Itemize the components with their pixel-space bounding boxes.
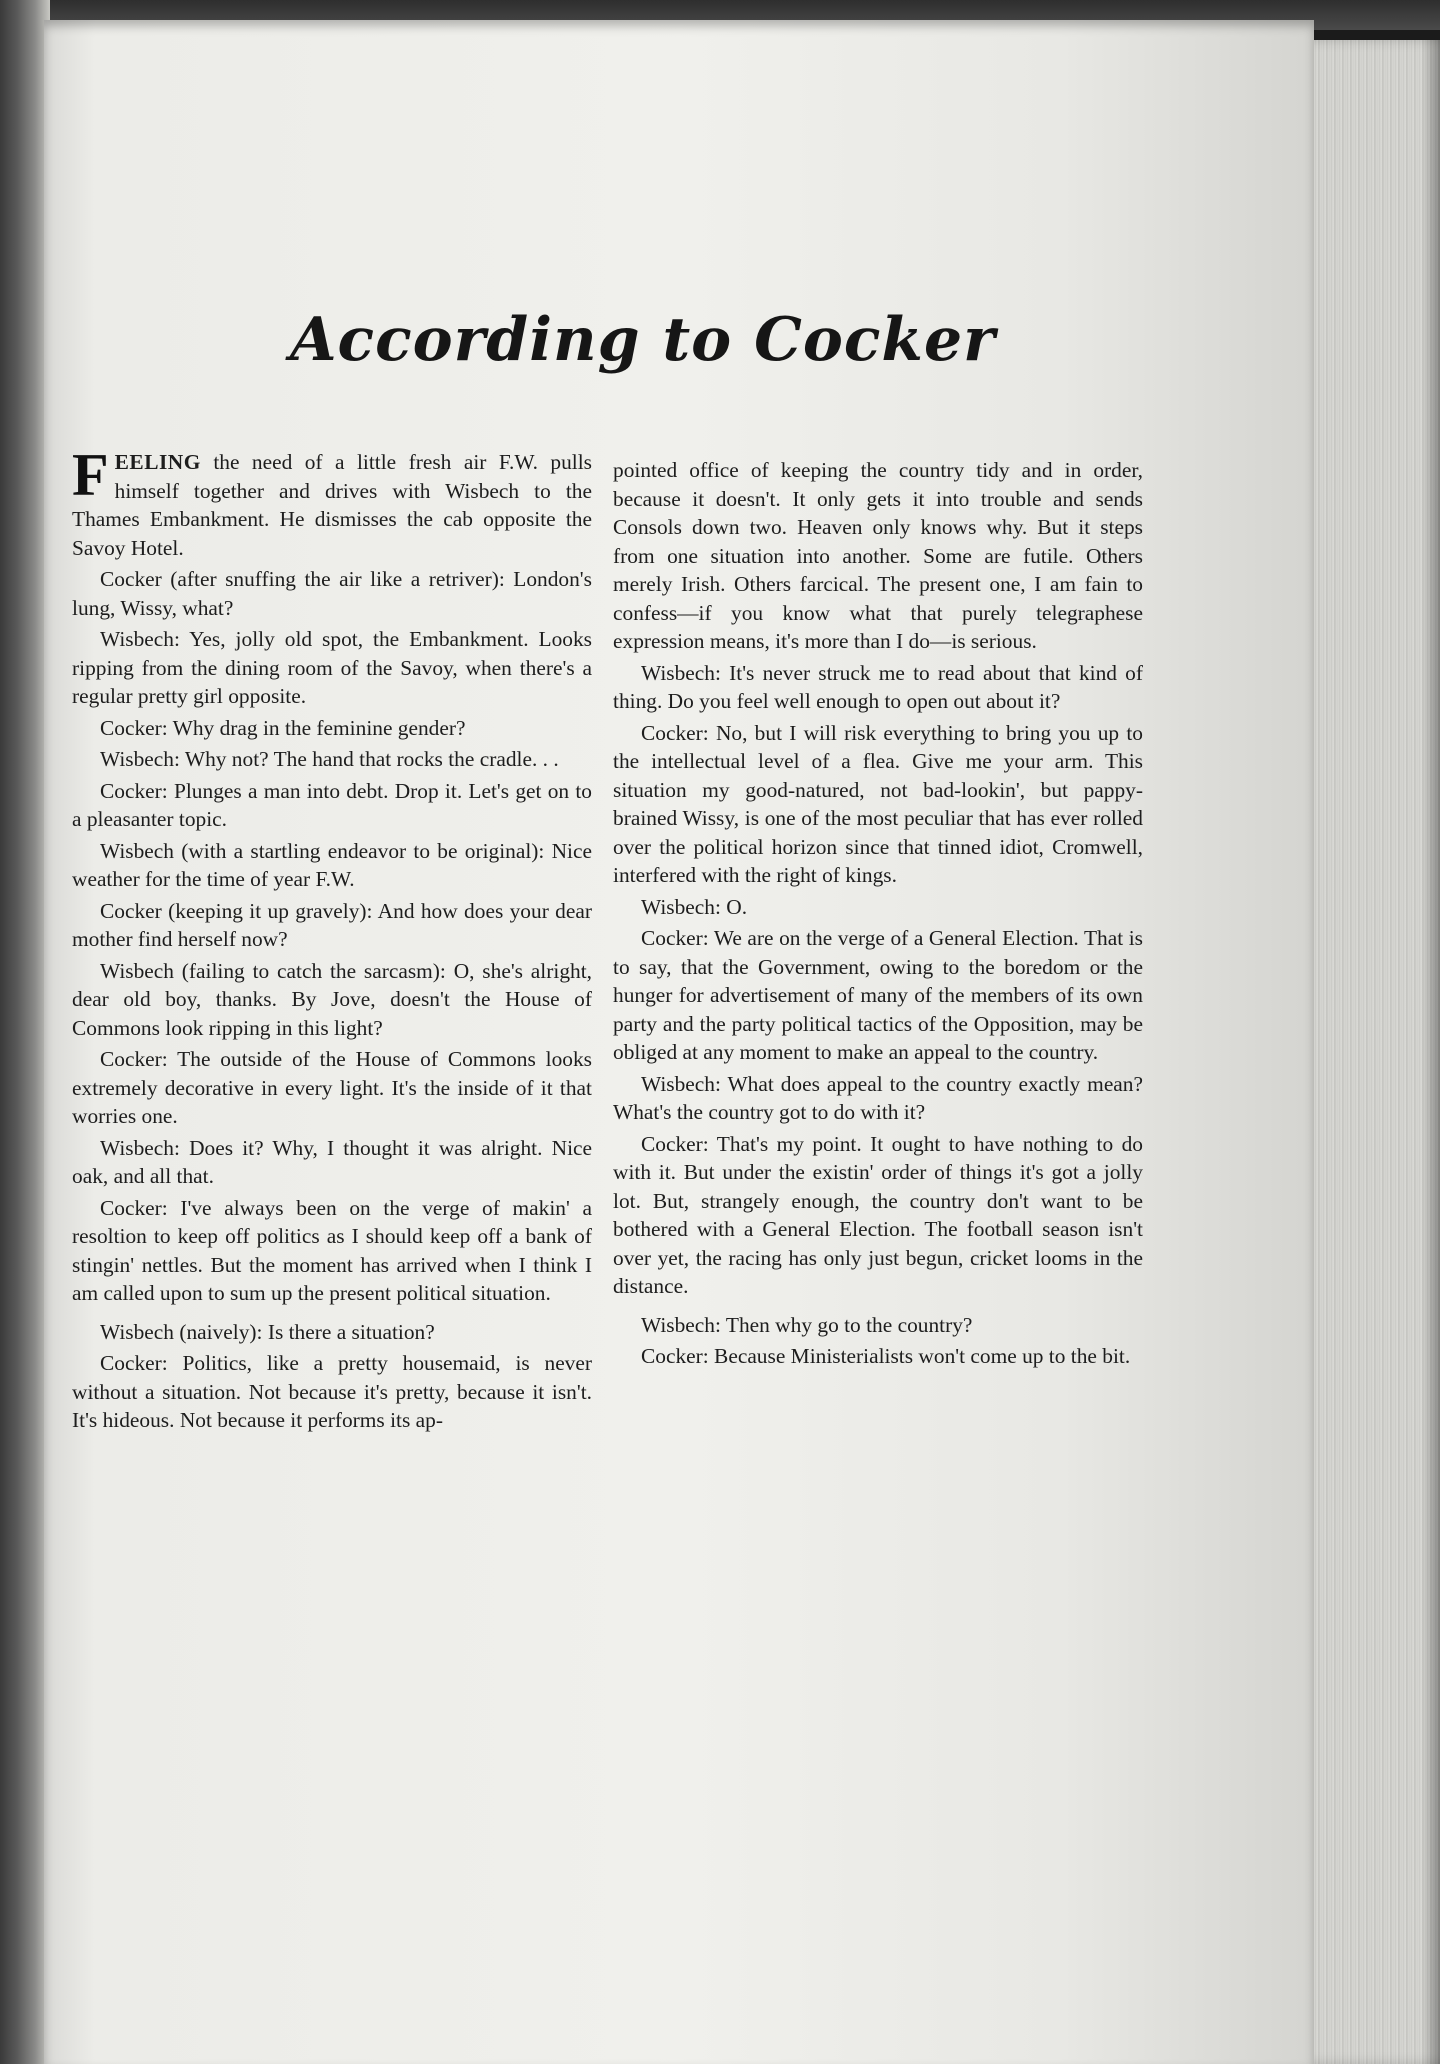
paragraph: Cocker: The outside of the House of Commons looks extremely decorative in every light. It's the inside of it that worries one. (72, 1047, 592, 1128)
paragraph: Cocker (keeping it up gravely): And how does your dear mother find herself now? (72, 898, 592, 951)
paragraph: Cocker: No, but I will risk everything to bring you up to the intellectual level of a flea. Give me your arm. This situation my good-natured, not bad-lookin', but pappy-brained Wissy, is one of the most peculiar that has ever rolled over the political horizon since that tinned idiot, Cromwell, interfered with the right of kings. (613, 720, 1143, 887)
paragraph: Cocker: Because Ministerialists won't come up to the bit. (641, 1344, 1131, 1368)
paragraph: Cocker: Plunges a man into debt. Drop it. Let's get on to a pleasanter topic. (72, 778, 592, 831)
paragraph: Wisbech (failing to catch the sarcasm): O, she's alright, dear old boy, thanks. By Jove, doesn't the House of Commons look ripping in this light? (72, 958, 592, 1040)
drop-cap: F (72, 442, 109, 508)
paragraph: Wisbech: O. (641, 894, 748, 919)
paragraph: Wisbech: Then why go to the country? (641, 1312, 973, 1337)
paragraph: Wisbech (with a startling endeavor to be original): Nice weather for the time of year F.W. (72, 838, 592, 891)
paragraph: Cocker: That's my point. It ought to have nothing to do with it. But under the existin' order of things it's got a jolly lot. But, strangely enough, the country don't want to be bothered with a General Election. The football season isn't over yet, the racing has only just begun, cricket looms in the distance. (613, 1131, 1143, 1298)
paragraph: Cocker: Politics, like a pretty housemaid, is never without a situation. Not because it's pretty, because it isn't. It's hideous. Not because it performs its ap- (72, 1351, 592, 1432)
paragraph: Wisbech: Does it? Why, I thought it was alright. Nice oak, and all that. (72, 1135, 592, 1188)
paragraph: Wisbech: It's never struck me to read about that kind of thing. Do you feel well enough to open out about it? (613, 660, 1143, 713)
opening-caps: EELING (114, 450, 201, 474)
opening-text: the need of a little fresh air F.W. pulls himself together and drives with Wisbech to the Thames Embankment. He dismisses the cab opposite the Savoy Hotel. (72, 450, 592, 560)
left-binding-gutter (0, 0, 50, 2064)
paragraph: Wisbech: What does appeal to the country exactly mean? What's the country got to do with it? (613, 1071, 1143, 1124)
left-text-column (72, 442, 592, 1438)
paragraph: Cocker: We are on the verge of a General Election. That is to say, that the Government, owing to the boredom or the hunger for advertisement of many of the members of its own party and the party political tactics of the Opposition, may be obliged at any moment to make an appeal to the country. (613, 926, 1143, 1064)
opening-paragraph (72, 442, 592, 562)
right-text-column (613, 456, 1143, 1374)
article-title: According to Cocker (290, 305, 996, 375)
paragraph: Wisbech (naively): Is there a situation? (100, 1319, 435, 1344)
paragraph: Cocker: Why drag in the feminine gender? (100, 715, 466, 740)
paragraph: pointed office of keeping the country tidy and in order, because it doesn't. It only gets it into trouble and sends Consols down two. Heaven only knows why. But it steps from one situation into another. Some are futile. Others merely Irish. Others farcical. The present one, I am fain to confess—if you know what that purely telegraphese expression means, it's more than I do—is serious. (613, 458, 1143, 653)
paragraph: Wisbech: Yes, jolly old spot, the Embankment. Looks ripping from the dining room of the Savoy, when there's a regular pretty girl opposite. (72, 627, 592, 708)
paragraph: Cocker: I've always been on the verge of makin' a resoltion to keep off politics as I should keep off a bank of stingin' nettles. But the moment has arrived when I think I am called upon to sum up the present political situation. (72, 1195, 592, 1305)
paragraph: Cocker (after snuffing the air like a retriver): London's lung, Wissy, what? (72, 567, 592, 620)
paragraph: Wisbech: Why not? The hand that rocks the cradle. . . (100, 747, 559, 771)
